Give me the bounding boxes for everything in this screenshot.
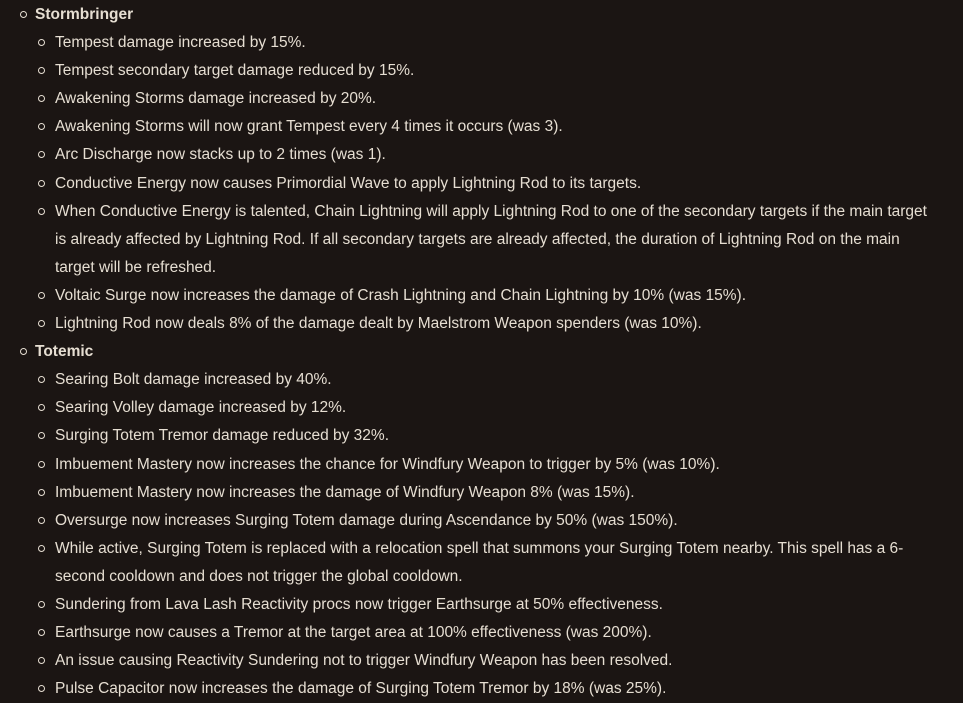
list-item: When Conductive Energy is talented, Chain Lightning will apply Lightning Rod to one of the secondary targets if the main target is already affected by Lightning Rod. If all secondary targets are already affected, the duration of Lightning Rod on the main target will be refreshed.	[35, 198, 940, 282]
list-item: While active, Surging Totem is replaced with a relocation spell that summons your Surging Totem nearby. This spell has a 6-second cooldown and does not trigger the global cooldown.	[35, 535, 940, 591]
section-items	[35, 29, 963, 338]
list-item: Voltaic Surge now increases the damage of Crash Lightning and Chain Lightning by 10% (was 15%).	[35, 282, 940, 310]
section-title: Totemic	[35, 343, 94, 361]
list-item: Searing Bolt damage increased by 40%.	[35, 366, 940, 394]
list-item: Oversurge now increases Surging Totem damage during Ascendance by 50% (was 150%).	[35, 507, 940, 535]
section-stormbringer	[0, 1, 963, 338]
list-item: Imbuement Mastery now increases the damage of Windfury Weapon 8% (was 15%).	[35, 479, 940, 507]
list-item: An issue causing Reactivity Sundering not to trigger Windfury Weapon has been resolved.	[35, 647, 940, 675]
list-item: Surging Totem Tremor damage reduced by 32%.	[35, 422, 940, 450]
list-item: Imbuement Mastery now increases the chance for Windfury Weapon to trigger by 5% (was 10%).	[35, 451, 940, 479]
list-item: Lightning Rod now deals 8% of the damage dealt by Maelstrom Weapon spenders (was 10%).	[35, 310, 940, 338]
list-item: Searing Volley damage increased by 12%.	[35, 394, 940, 422]
list-item: Awakening Storms damage increased by 20%.	[35, 85, 940, 113]
list-item: Conductive Energy now causes Primordial Wave to apply Lightning Rod to its targets.	[35, 170, 940, 198]
section-items	[35, 366, 963, 703]
list-item: Tempest damage increased by 15%.	[35, 29, 940, 57]
list-item: Earthsurge now causes a Tremor at the target area at 100% effectiveness (was 200%).	[35, 619, 940, 647]
section-totemic	[0, 338, 963, 703]
list-item: Arc Discharge now stacks up to 2 times (was 1).	[35, 141, 940, 169]
list-item: Sundering from Lava Lash Reactivity procs now trigger Earthsurge at 50% effectiveness.	[35, 591, 940, 619]
list-item: Tempest secondary target damage reduced by 15%.	[35, 57, 940, 85]
list-item: Awakening Storms will now grant Tempest every 4 times it occurs (was 3).	[35, 113, 940, 141]
section-title: Stormbringer	[35, 6, 134, 23]
list-item: Pulse Capacitor now increases the damage of Surging Totem Tremor by 18% (was 25%).	[35, 675, 940, 703]
